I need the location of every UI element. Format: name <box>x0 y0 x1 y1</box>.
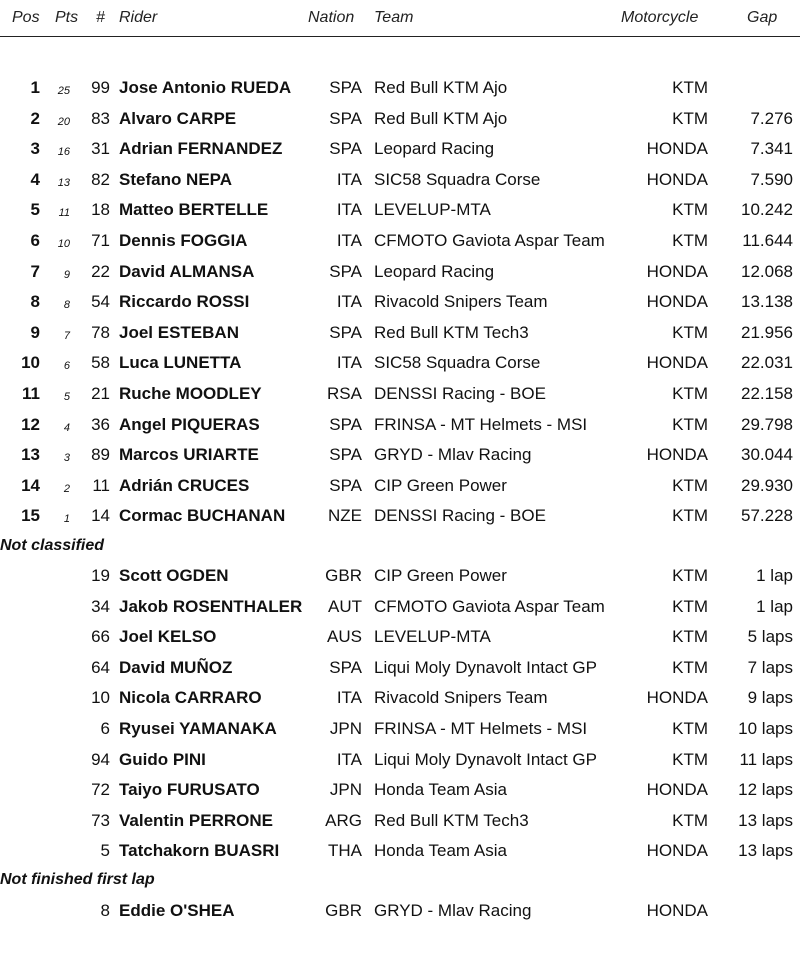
nation-cell: SPA <box>329 108 362 128</box>
table-row <box>0 409 800 439</box>
points-cell: 3 <box>63 452 70 465</box>
pos-cell: 13 <box>21 445 40 465</box>
team-cell: Liqui Moly Dynavolt Intact GP <box>374 657 597 677</box>
team-cell: Honda Team Asia <box>374 841 507 861</box>
pos-cell: 14 <box>21 475 40 495</box>
pos-cell: 1 <box>30 78 40 97</box>
table-row <box>0 652 800 682</box>
table-row <box>0 194 800 224</box>
gap-cell: 5 laps <box>747 627 793 647</box>
nation-cell: ITA <box>336 169 362 189</box>
motorcycle-cell: HONDA <box>646 901 708 920</box>
points-cell: 20 <box>57 115 70 128</box>
nation-cell: THA <box>328 841 362 861</box>
team-cell: SIC58 Squadra Corse <box>374 353 541 373</box>
nation-cell: RSA <box>327 384 362 403</box>
table-row <box>0 72 800 102</box>
gap-cell: 10.242 <box>741 200 793 220</box>
header-motorcycle: Motorcycle <box>621 9 699 26</box>
rider-cell: Cormac BUCHANAN <box>119 506 286 526</box>
team-cell: DENSSI Racing - BOE <box>374 384 546 403</box>
table-row <box>0 317 800 347</box>
team-cell: Rivacold Snipers Team <box>374 292 548 312</box>
header-team: Team <box>374 9 414 26</box>
motorcycle-cell: KTM <box>672 475 708 495</box>
table-row <box>0 591 800 621</box>
points-cell: 1 <box>63 513 70 526</box>
team-cell: LEVELUP-MTA <box>374 627 491 647</box>
pos-cell: 10 <box>21 353 40 373</box>
points-cell: 11 <box>58 207 70 220</box>
table-row <box>0 103 800 133</box>
nation-cell: NZE <box>328 506 362 526</box>
team-cell: Red Bull KTM Ajo <box>374 78 508 97</box>
motorcycle-cell: KTM <box>672 596 708 616</box>
number-cell: 83 <box>91 108 110 128</box>
team-cell: CFMOTO Gaviota Aspar Team <box>374 596 605 616</box>
gap-cell: 7.341 <box>750 139 793 159</box>
gap-cell: 10 laps <box>738 719 793 738</box>
rider-cell: Tatchakorn BUASRI <box>119 841 280 861</box>
pos-cell: 9 <box>30 322 40 342</box>
team-cell: GRYD - Mlav Racing <box>374 901 532 920</box>
nation-cell: ITA <box>336 200 362 220</box>
number-cell: 10 <box>91 688 110 708</box>
team-cell: FRINSA - MT Helmets - MSI <box>374 719 588 738</box>
gap-cell: 12 laps <box>738 780 793 800</box>
team-cell: CIP Green Power <box>374 566 507 585</box>
number-cell: 64 <box>91 657 110 677</box>
gap-cell: 1 lap <box>756 596 793 616</box>
table-row <box>0 378 800 408</box>
header-pos: Pos <box>12 9 40 26</box>
rider-cell: Angel PIQUERAS <box>119 414 260 434</box>
table-row <box>0 895 800 925</box>
rider-cell: David ALMANSA <box>119 261 255 281</box>
table-row <box>0 256 800 286</box>
nation-cell: ITA <box>336 231 362 250</box>
table-row <box>0 470 800 500</box>
team-cell: CIP Green Power <box>374 475 507 495</box>
nation-cell: SPA <box>329 475 362 495</box>
team-cell: LEVELUP-MTA <box>374 200 491 220</box>
gap-cell: 7.590 <box>750 169 793 189</box>
gap-cell: 11.644 <box>742 231 793 250</box>
rider-cell: Nicola CARRARO <box>119 688 262 708</box>
motorcycle-cell: KTM <box>672 414 708 434</box>
team-cell: Liqui Moly Dynavolt Intact GP <box>374 749 597 769</box>
gap-cell: 13 laps <box>738 841 793 861</box>
table-row <box>0 133 800 163</box>
motorcycle-cell: KTM <box>672 749 708 769</box>
gap-cell: 22.158 <box>741 384 793 403</box>
team-cell: FRINSA - MT Helmets - MSI <box>374 414 588 434</box>
motorcycle-cell: HONDA <box>646 353 708 373</box>
nation-cell: SPA <box>329 657 362 677</box>
table-row <box>0 286 800 316</box>
motorcycle-cell: HONDA <box>646 780 708 800</box>
motorcycle-cell: KTM <box>672 566 708 585</box>
number-cell: 66 <box>91 627 110 647</box>
points-cell: 25 <box>57 85 70 97</box>
pos-cell: 8 <box>30 292 40 312</box>
rider-cell: Dennis FOGGIA <box>119 231 248 250</box>
number-cell: 94 <box>91 749 110 769</box>
nation-cell: JPN <box>329 780 362 800</box>
points-cell: 7 <box>63 329 70 342</box>
motorcycle-cell: KTM <box>672 108 708 128</box>
rider-cell: Eddie O'SHEA <box>119 901 235 920</box>
number-cell: 71 <box>91 231 110 250</box>
number-cell: 89 <box>91 445 110 465</box>
rider-cell: Scott OGDEN <box>119 566 229 585</box>
nation-cell: SPA <box>329 445 362 465</box>
pos-cell: 2 <box>30 108 40 128</box>
rider-cell: Ryusei YAMANAKA <box>119 719 277 738</box>
motorcycle-cell: HONDA <box>646 841 708 861</box>
nation-cell: AUS <box>327 627 362 647</box>
pos-cell: 4 <box>30 169 40 189</box>
table-row <box>0 347 800 377</box>
number-cell: 82 <box>91 169 110 189</box>
header-gap: Gap <box>747 9 778 26</box>
motorcycle-cell: KTM <box>672 719 708 738</box>
motorcycle-cell: KTM <box>672 200 708 220</box>
table-row <box>0 439 800 469</box>
gap-cell: 57.228 <box>741 506 793 526</box>
gap-cell: 30.044 <box>741 445 793 465</box>
not-finished-heading: Not finished first lap <box>0 871 155 888</box>
not-classified-heading: Not classified <box>0 537 105 554</box>
header-pts: Pts <box>55 9 79 26</box>
number-cell: 11 <box>92 475 110 495</box>
team-cell: CFMOTO Gaviota Aspar Team <box>374 231 605 250</box>
nation-cell: SPA <box>329 139 362 159</box>
gap-cell: 29.930 <box>741 475 793 495</box>
number-cell: 73 <box>91 810 110 830</box>
motorcycle-cell: KTM <box>672 231 708 250</box>
number-cell: 31 <box>91 139 110 159</box>
header-num: # <box>96 9 105 26</box>
gap-cell: 13.138 <box>741 292 793 312</box>
gap-cell: 9 laps <box>747 688 793 708</box>
nation-cell: GBR <box>325 901 362 920</box>
motorcycle-cell: HONDA <box>646 139 708 159</box>
rider-cell: Joel KELSO <box>119 627 217 647</box>
number-cell: 72 <box>91 780 110 800</box>
number-cell: 6 <box>100 719 110 738</box>
pos-cell: 12 <box>21 414 40 434</box>
rider-cell: Adrian FERNANDEZ <box>119 139 283 159</box>
table-row <box>0 713 800 743</box>
number-cell: 54 <box>91 292 110 312</box>
table-row <box>0 774 800 804</box>
points-cell: 5 <box>63 391 70 403</box>
table-row <box>0 621 800 651</box>
gap-cell: 29.798 <box>741 414 793 434</box>
motorcycle-cell: KTM <box>672 657 708 677</box>
table-row <box>0 164 800 194</box>
team-cell: DENSSI Racing - BOE <box>374 506 546 526</box>
motorcycle-cell: HONDA <box>646 445 708 465</box>
number-cell: 21 <box>91 384 110 403</box>
points-cell: 8 <box>63 299 70 312</box>
team-cell: Red Bull KTM Ajo <box>374 108 508 128</box>
team-cell: Leopard Racing <box>374 139 495 159</box>
table-row <box>0 744 800 774</box>
number-cell: 5 <box>100 841 110 861</box>
team-cell: Honda Team Asia <box>374 780 507 800</box>
nation-cell: ITA <box>336 749 362 769</box>
table-row <box>0 225 800 255</box>
gap-cell: 1 lap <box>756 566 793 585</box>
rider-cell: Adrián CRUCES <box>119 475 250 495</box>
points-cell: 16 <box>57 146 70 159</box>
pos-cell: 5 <box>30 200 40 220</box>
motorcycle-cell: KTM <box>672 506 708 526</box>
table-row <box>0 500 800 530</box>
motorcycle-cell: KTM <box>672 322 708 342</box>
rider-cell: Alvaro CARPE <box>119 108 237 128</box>
gap-cell: 7.276 <box>750 108 793 128</box>
nation-cell: ITA <box>336 353 362 373</box>
rider-cell: Matteo BERTELLE <box>119 200 269 220</box>
team-cell: Leopard Racing <box>374 261 495 281</box>
team-cell: Rivacold Snipers Team <box>374 688 548 708</box>
number-cell: 14 <box>91 506 110 526</box>
table-row <box>0 560 800 590</box>
team-cell: Red Bull KTM Tech3 <box>374 322 529 342</box>
nation-cell: ARG <box>325 810 362 830</box>
gap-cell: 13 laps <box>738 810 793 830</box>
table-row <box>0 682 800 712</box>
nation-cell: ITA <box>336 292 362 312</box>
rider-cell: Joel ESTEBAN <box>119 322 239 342</box>
rider-cell: Stefano NEPA <box>119 169 233 189</box>
pos-cell: 6 <box>30 231 40 250</box>
nation-cell: AUT <box>328 596 362 616</box>
table-row <box>0 805 800 835</box>
number-cell: 36 <box>91 414 110 434</box>
gap-cell: 7 laps <box>747 657 793 677</box>
points-cell: 4 <box>63 421 70 434</box>
points-cell: 13 <box>57 176 70 189</box>
team-cell: Red Bull KTM Tech3 <box>374 810 529 830</box>
number-cell: 99 <box>91 78 110 97</box>
motorcycle-cell: HONDA <box>646 688 708 708</box>
pos-cell: 15 <box>21 506 40 526</box>
motorcycle-cell: HONDA <box>646 292 708 312</box>
number-cell: 78 <box>91 322 110 342</box>
team-cell: GRYD - Mlav Racing <box>374 445 532 465</box>
header-nation: Nation <box>308 9 355 26</box>
table-header <box>0 0 800 37</box>
nation-cell: SPA <box>329 414 362 434</box>
rider-cell: Jose Antonio RUEDA <box>119 78 292 97</box>
gap-cell: 21.956 <box>741 322 793 342</box>
nation-cell: SPA <box>329 322 362 342</box>
number-cell: 18 <box>91 200 110 220</box>
points-cell: 10 <box>57 238 70 250</box>
rider-cell: Luca LUNETTA <box>119 353 242 373</box>
rider-cell: Jakob ROSENTHALER <box>119 596 303 616</box>
rider-cell: Marcos URIARTE <box>119 445 259 465</box>
points-cell: 6 <box>63 360 70 373</box>
motorcycle-cell: HONDA <box>646 261 708 281</box>
number-cell: 8 <box>100 901 110 920</box>
gap-cell: 11 laps <box>739 749 793 769</box>
rider-cell: Riccardo ROSSI <box>119 292 250 312</box>
number-cell: 22 <box>91 261 110 281</box>
nation-cell: SPA <box>329 78 362 97</box>
number-cell: 58 <box>91 353 110 373</box>
motorcycle-cell: HONDA <box>646 169 708 189</box>
team-cell: SIC58 Squadra Corse <box>374 169 541 189</box>
motorcycle-cell: KTM <box>672 78 708 97</box>
motorcycle-cell: KTM <box>672 810 708 830</box>
rider-cell: Guido PINI <box>119 749 206 769</box>
rider-cell: Valentin PERRONE <box>119 810 273 830</box>
points-cell: 2 <box>63 482 70 495</box>
rider-cell: David MUÑOZ <box>119 657 233 677</box>
pos-cell: 11 <box>22 384 40 403</box>
number-cell: 34 <box>91 596 110 616</box>
gap-cell: 22.031 <box>741 353 793 373</box>
number-cell: 19 <box>91 566 110 585</box>
nation-cell: JPN <box>329 719 362 738</box>
pos-cell: 7 <box>30 261 40 281</box>
nation-cell: ITA <box>336 688 362 708</box>
pos-cell: 3 <box>30 139 40 159</box>
nation-cell: SPA <box>329 261 362 281</box>
points-cell: 9 <box>63 268 70 281</box>
nation-cell: GBR <box>325 566 362 585</box>
rider-cell: Ruche MOODLEY <box>119 384 262 403</box>
header-rider: Rider <box>119 9 158 26</box>
table-row <box>0 835 800 865</box>
gap-cell: 12.068 <box>741 261 793 281</box>
motorcycle-cell: KTM <box>672 627 708 647</box>
motorcycle-cell: KTM <box>672 384 708 403</box>
rider-cell: Taiyo FURUSATO <box>119 780 260 800</box>
